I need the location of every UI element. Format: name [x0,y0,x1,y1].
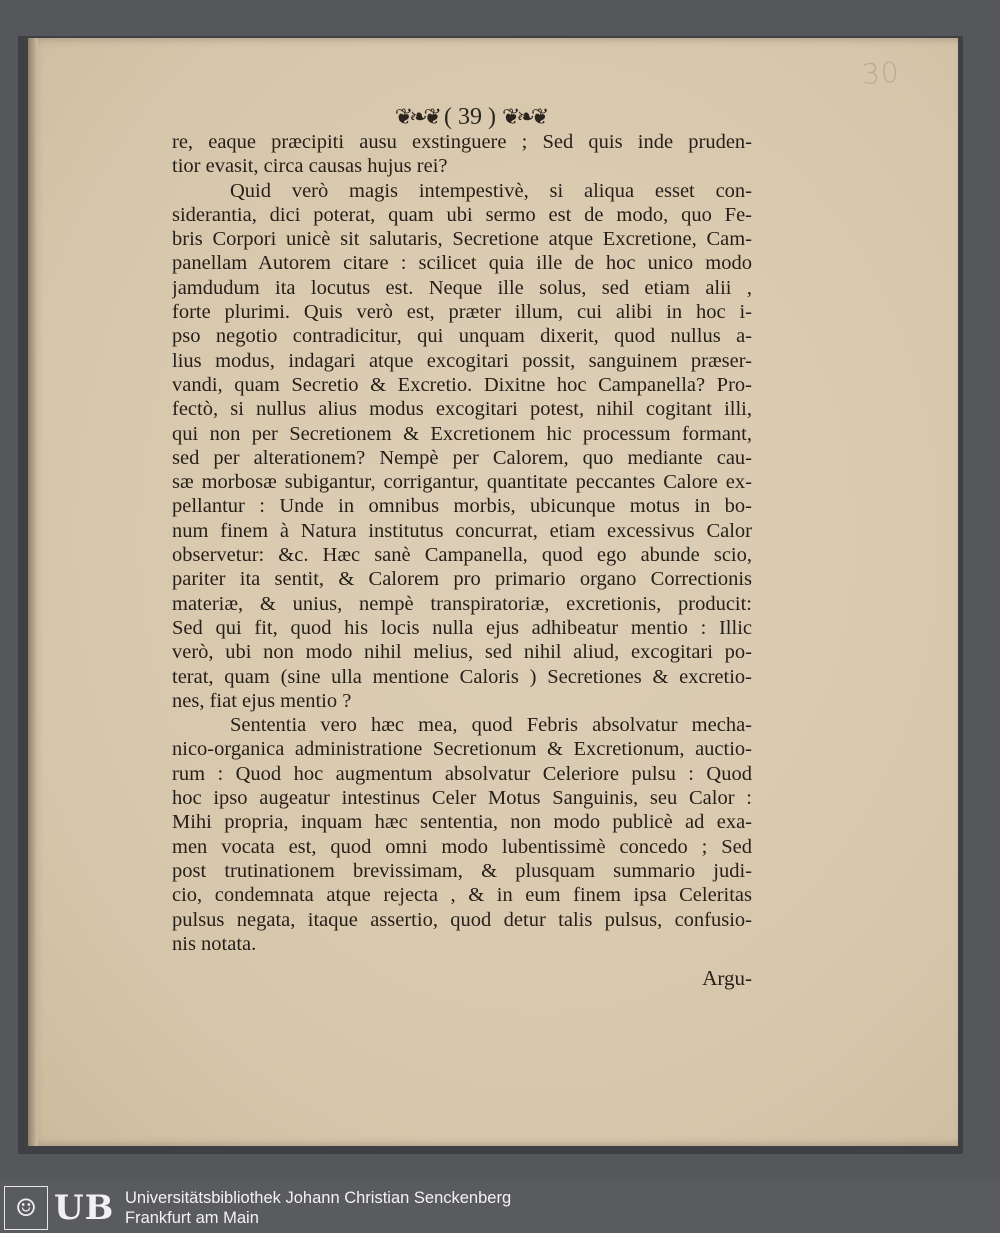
logo-text: UB [54,1188,115,1228]
text-line: jamdudum ita locutus est. Neque ille solus, sed etiam alii , [172,276,752,299]
text-line: cio, condemnata atque rejecta , & in eum finem ipsa Celeritas [172,884,752,907]
text-line: rum : Quod hoc augmentum absolvatur Celeriore pulsu : Quod [172,762,752,785]
institution-line-2: Frankfurt am Main [125,1209,259,1227]
text-line: observetur: &c. Hæc sanè Campanella, quod ego abunde scio, [172,544,752,567]
text-line: sæ morbosæ subigantur, corrigantur, quantitate peccantes Calore ex- [172,471,752,494]
text-line: num finem à Natura institutus concurrat, etiam excessivus Calor [172,519,752,542]
text-line: nes, fiat ejus mentio ? [172,689,352,712]
catchword: Argu- [702,966,752,990]
pencil-page-number: 30 [860,55,901,92]
page-header [390,100,550,134]
text-line: Mihi propria, inquam hæc sententia, non modo publicè ad exa- [172,811,752,834]
text-line: post trutinationem brevissimam, & plusquam summario judi- [172,859,752,882]
institution-line-1: Universitätsbibliothek Johann Christian Senckenberg [125,1189,512,1207]
text-line: pariter ita sentit, & Calorem pro primario organo Correctionis [172,568,752,591]
text-line: pso negotio contradicitur, qui unquam dixerit, quod nullus a- [172,325,752,348]
portrait-icon: ☺ [4,1186,48,1230]
institution-name [125,1188,725,1230]
text-line: nis notata. [172,932,257,955]
text-line: Sententia vero hæc mea, quod Febris absolvatur mecha- [230,714,752,737]
binding-edge [28,38,38,1146]
body-text [172,130,752,970]
text-line: bris Corpori unicè sit salutaris, Secretione atque Excretione, Cam- [172,228,752,251]
text-line: pellantur : Unde in omnibus morbis, ubicunque motus in bo- [172,495,752,518]
text-line: tior evasit, circa causas hujus rei? [172,155,448,178]
text-line: verò, ubi non modo nihil melius, sed nihil aliud, excogitari po- [172,641,752,664]
text-line: pulsus negata, itaque assertio, quod detur talis pulsus, confusio- [172,908,752,931]
text-line: panellam Autorem citare : scilicet quia ille de hoc unico modo [172,252,752,275]
page-number: ( 39 ) [444,103,496,130]
library-logo [4,1186,116,1230]
text-line: materiæ, & unius, nempè transpiratoriæ, excretionis, producit: [172,592,752,615]
text-line: fectò, si nullus alius modus excogitari potest, nihil cogitant illi, [172,398,752,421]
header-ornament-right: ❦❧❦ [501,104,546,130]
text-line: men vocata est, quod omni modo lubentissimè concedo ; Sed [172,835,752,858]
text-line: hoc ipso augeatur intestinus Celer Motus Sanguinis, seu Calor : [172,787,752,810]
text-line: siderantia, dici poterat, quam ubi sermo est de modo, quo Fe- [172,203,752,226]
text-line: sed per alterationem? Nempè per Calorem, quo mediante cau- [172,446,752,469]
text-line: nico-organica administratione Secretionum & Excretionum, auctio- [172,738,752,761]
text-line: qui non per Secretionem & Excretionem hic processum formant, [172,422,752,445]
text-line: forte plurimi. Quis verò est, præter illum, cui alibi in hoc i- [172,301,752,324]
text-line: Sed qui fit, quod his locis nulla ejus adhibeatur mentio : Illic [172,616,752,639]
header-ornament-left: ❦❧❦ [394,104,438,130]
text-line: re, eaque præcipiti ausu exstinguere ; Sed quis inde pruden- [172,131,752,153]
text-line: terat, quam (sine ulla mentione Caloris ) Secretiones & excretio- [172,665,752,688]
text-line: vandi, quam Secretio & Excretio. Dixitne hoc Campanella? Pro- [172,373,752,396]
text-line: Quid verò magis intempestivè, si aliqua esset con- [230,179,752,202]
text-line: lius modus, indagari atque excogitari possit, sanguinem præser- [172,349,752,372]
